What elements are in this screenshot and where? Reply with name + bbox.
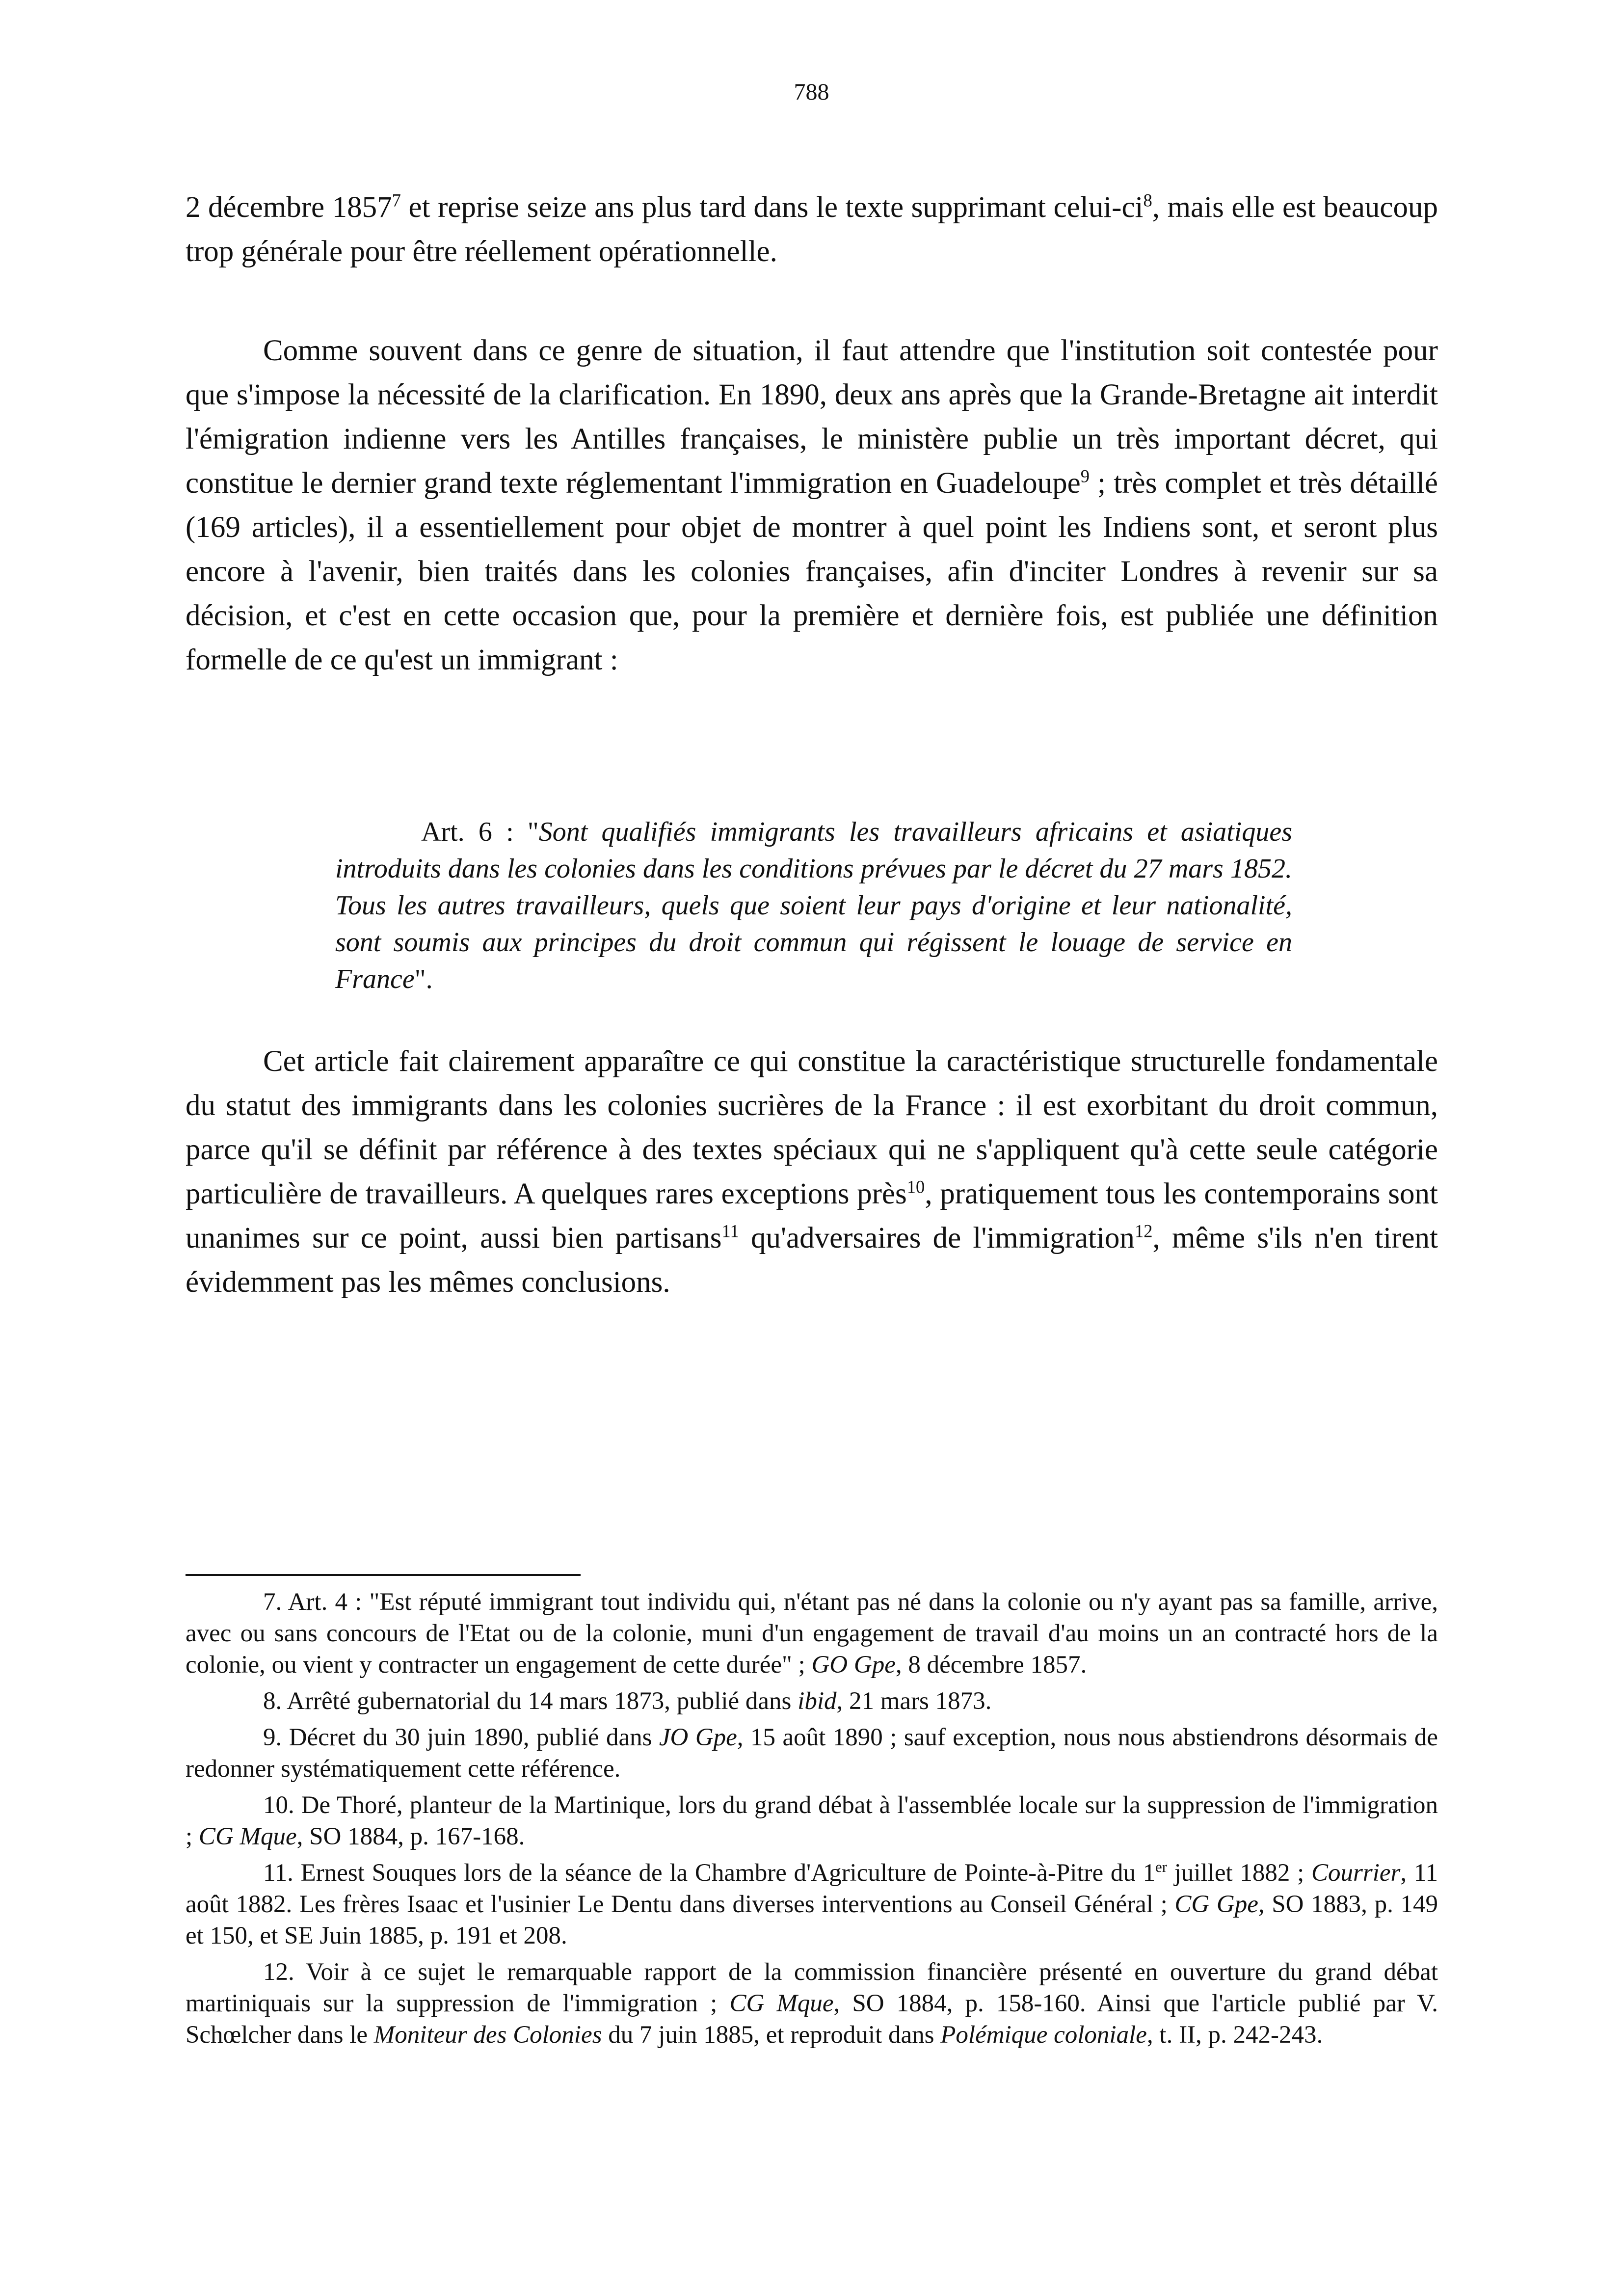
p3-text-d: , même s'ils n'en tirent évidemment pas les mêmes conclusions. [186,1222,1438,1299]
footnote-12 [186,1956,1438,2051]
fn12-text-c: du 7 juin 1885, et reproduit dans [602,2021,941,2049]
p1-text-a: 2 décembre 1857 [186,191,392,224]
fn10-text-b: , SO 1884, p. 167-168. [296,1823,525,1850]
footnote-ref-8[interactable]: 8 [1143,190,1152,211]
fn10-text-a: 10. De Thoré, planteur de la Martinique, lors du grand débat à l'assemblée locale sur la suppression de l'immigration ; [186,1791,1438,1850]
quote-lead: Art. 6 : " [421,817,539,847]
p1-text-b: et reprise seize ans plus tard dans le texte supprimant celui-ci [400,191,1144,224]
fn8-text-a: 8. Arrêté gubernatorial du 14 mars 1873, publié dans [263,1687,798,1715]
footnote-ref-11[interactable]: 11 [721,1221,739,1241]
fn11-superscript: er [1155,1859,1167,1875]
fn7-text-b: , 8 décembre 1857. [895,1651,1087,1679]
footnote-11 [186,1857,1438,1951]
fn11-italic-1: Courrier [1311,1859,1401,1887]
quote-text: Sont qualifiés immigrants les travailleurs africains et asiatiques introduits dans les colonies dans les conditions prévues par le décret du 27 mars 1852. Tous les autres travailleurs, quels que soient leur pays d'origine et leur nationalité, sont soumis aux principes du droit commun qui régissent le louage de service en France [335,817,1292,994]
fn11-text-c: , 11 août 1882. Les frères Isaac et l'usinier Le Dentu dans diverses interventions au Conseil Général ; [186,1859,1438,1918]
footnote-9 [186,1722,1438,1785]
fn12-text-d: , t. II, p. 242-243. [1146,2021,1323,2049]
fn12-text-b: , SO 1884, p. 158-160. Ainsi que l'article publié par V. Schœlcher dans le [186,1990,1438,2049]
fn8-italic-1: ibid [798,1687,837,1715]
p1-text-c: , mais elle est beaucoup trop générale pour être réellement opérationnelle. [186,191,1438,268]
fn7-italic-1: GO Gpe [811,1651,896,1679]
block-quote [335,814,1292,998]
fn11-text-d: , SO 1883, p. 149 et 150, et SE Juin 1885, p. 191 et 208. [186,1891,1438,1949]
fn8-text-b: , 21 mars 1873. [836,1687,992,1715]
fn12-italic-3: Polémique coloniale [940,2021,1147,2049]
p3-text-a: Cet article fait clairement apparaître ce qui constitue la caractéristique structurelle fondamentale du statut des immigrants dans les colonies sucrières de la France : il est exorbitant du droit commun, parce qu'il se définit par référence à des textes spéciaux qui ne s'appliquent qu'à cette seule catégorie particulière de travailleurs. A quelques rares exceptions près [186,1045,1438,1210]
paragraph-3 [186,1040,1438,1305]
p2-text-b: ; très complet et très détaillé (169 articles), il a essentiellement pour objet de montrer à quel point les Indiens sont, et seront plus encore à l'avenir, bien traités dans les colonies françaises, afin d'inciter Londres à revenir sur sa décision, et c'est en cette occasion que, pour la première et dernière fois, est publiée une définition formelle de ce qu'est un immigrant : [186,467,1438,676]
fn11-text-b: juillet 1882 ; [1167,1859,1312,1887]
p3-text-c: qu'adversaires de l'immigration [739,1222,1135,1255]
footnote-ref-12[interactable]: 12 [1134,1221,1153,1241]
fn9-text-a: 9. Décret du 30 juin 1890, publié dans [263,1724,659,1751]
footnote-7 [186,1586,1438,1681]
fn11-italic-2: CG Gpe [1174,1891,1258,1918]
fn12-text-a: 12. Voir à ce sujet le remarquable rapport de la commission financière présenté en ouverture du grand débat martiniquais sur la suppression de l'immigration ; [186,1958,1438,2017]
fn9-italic-1: JO Gpe [659,1724,737,1751]
fn12-italic-2: Moniteur des Colonies [373,2021,602,2049]
paragraph-1 [186,186,1438,274]
page-number: 788 [794,79,829,105]
p2-text-a: Comme souvent dans ce genre de situation, il faut attendre que l'institution soit contestée pour que s'impose la nécessité de la clarification. En 1890, deux ans après que la Grande-Bretagne ait interdit l'émigration indienne vers les Antilles françaises, le ministère publie un très important décret, qui constitue le dernier grand texte réglementant l'immigration en Guadeloupe [186,334,1438,500]
footnote-8 [186,1685,1438,1717]
footnote-ref-9[interactable]: 9 [1080,466,1090,486]
footnote-ref-7[interactable]: 7 [392,190,401,211]
footnote-divider [186,1574,581,1576]
fn9-text-b: , 15 août 1890 ; sauf exception, nous nous abstiendrons désormais de redonner systématiquement cette référence. [186,1724,1438,1783]
footnote-10 [186,1789,1438,1852]
fn7-text-a: 7. Art. 4 : "Est réputé immigrant tout individu qui, n'étant pas né dans la colonie ou n'y ayant pas sa famille, arrive, avec ou sans concours de l'Etat ou de la colonie, muni d'un engagement de travail d'au moins un an contracté hors de la colonie, ou vient y contracter un engagement de cette durée" ; [186,1588,1438,1679]
fn12-italic-1: CG Mque [729,1990,834,2017]
footnote-ref-10[interactable]: 10 [906,1176,925,1197]
footnotes [186,1586,1438,2056]
fn10-italic-1: CG Mque [198,1823,297,1850]
fn11-text-a: 11. Ernest Souques lors de la séance de la Chambre d'Agriculture de Pointe-à-Pitre du 1 [263,1859,1156,1887]
paragraph-2 [186,329,1438,682]
quote-end: ". [414,964,433,994]
p3-text-b: , pratiquement tous les contemporains sont unanimes sur ce point, aussi bien partisans [186,1177,1438,1255]
